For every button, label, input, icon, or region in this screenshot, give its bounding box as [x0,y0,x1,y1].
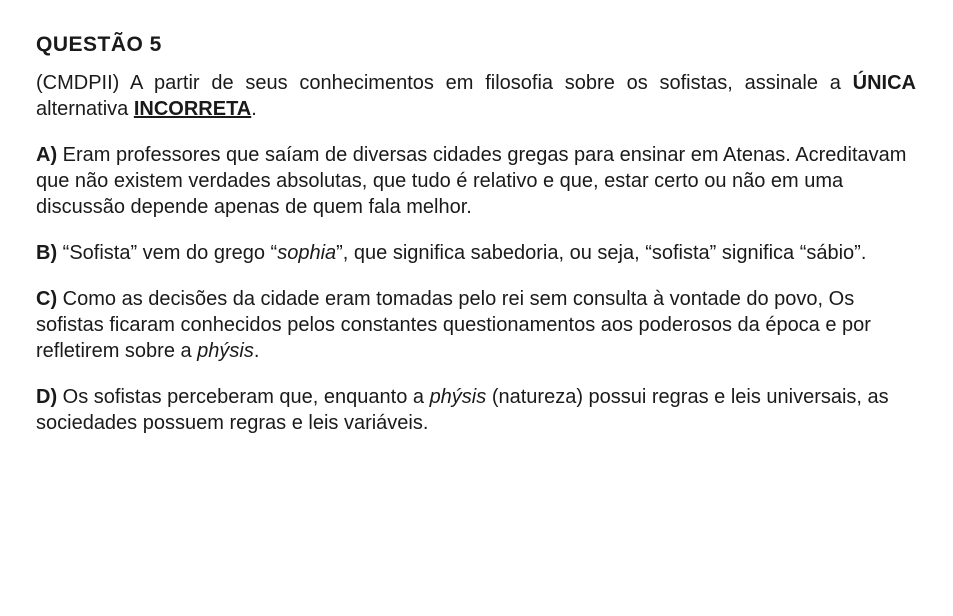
option-b-italic: sophia [277,242,337,264]
option-a-letter: A) [36,144,58,166]
option-b-letter: B) [36,242,58,264]
statement-emphasis-incorreta: INCORRETA [133,98,252,120]
option-d-italic: phýsis [429,386,487,408]
option-d-letter: D) [36,386,58,408]
option-c-text-2: . [253,340,260,362]
option-d[interactable] [36,384,916,436]
option-b[interactable] [36,240,916,266]
question-title: QUESTÃO 5 [36,33,162,56]
question-card [36,32,916,456]
statement-prefix: (CMDPII) A partir de seus conhecimentos em filosofia sobre os sofistas, assinale a [36,72,853,94]
option-b-text-2: ”, que significa sabedoria, ou seja, “sofista” significa “sábio”. [336,242,867,264]
question-statement [36,70,916,122]
option-a-text: Eram professores que saíam de diversas cidades gregas para ensinar em Atenas. Acreditavam que não existem verdades absolutas, que tudo é relativo e que, estar certo ou não em uma discussão depende apenas de quem fala melhor. [36,144,907,218]
option-c[interactable] [36,286,916,364]
option-d-text-2: (natureza) possui regras e leis universais, as sociedades possuem regras e leis variáveis. [36,386,889,434]
option-c-italic: phýsis [197,340,254,362]
option-b-text-1: “Sofista” vem do grego “ [57,242,278,264]
option-a[interactable] [36,142,916,220]
statement-middle: alternativa [36,98,134,120]
option-c-text-1: Como as decisões da cidade eram tomadas pelo rei sem consulta à vontade do povo, Os sofistas ficaram conhecidos pelos constantes questionamentos aos poderosos da época e por refletirem sobre a [36,288,871,362]
option-c-letter: C) [36,288,58,310]
statement-emphasis-unica: ÚNICA [852,72,916,94]
statement-suffix: . [251,98,257,120]
option-d-text-1: Os sofistas perceberam que, enquanto a [57,386,430,408]
